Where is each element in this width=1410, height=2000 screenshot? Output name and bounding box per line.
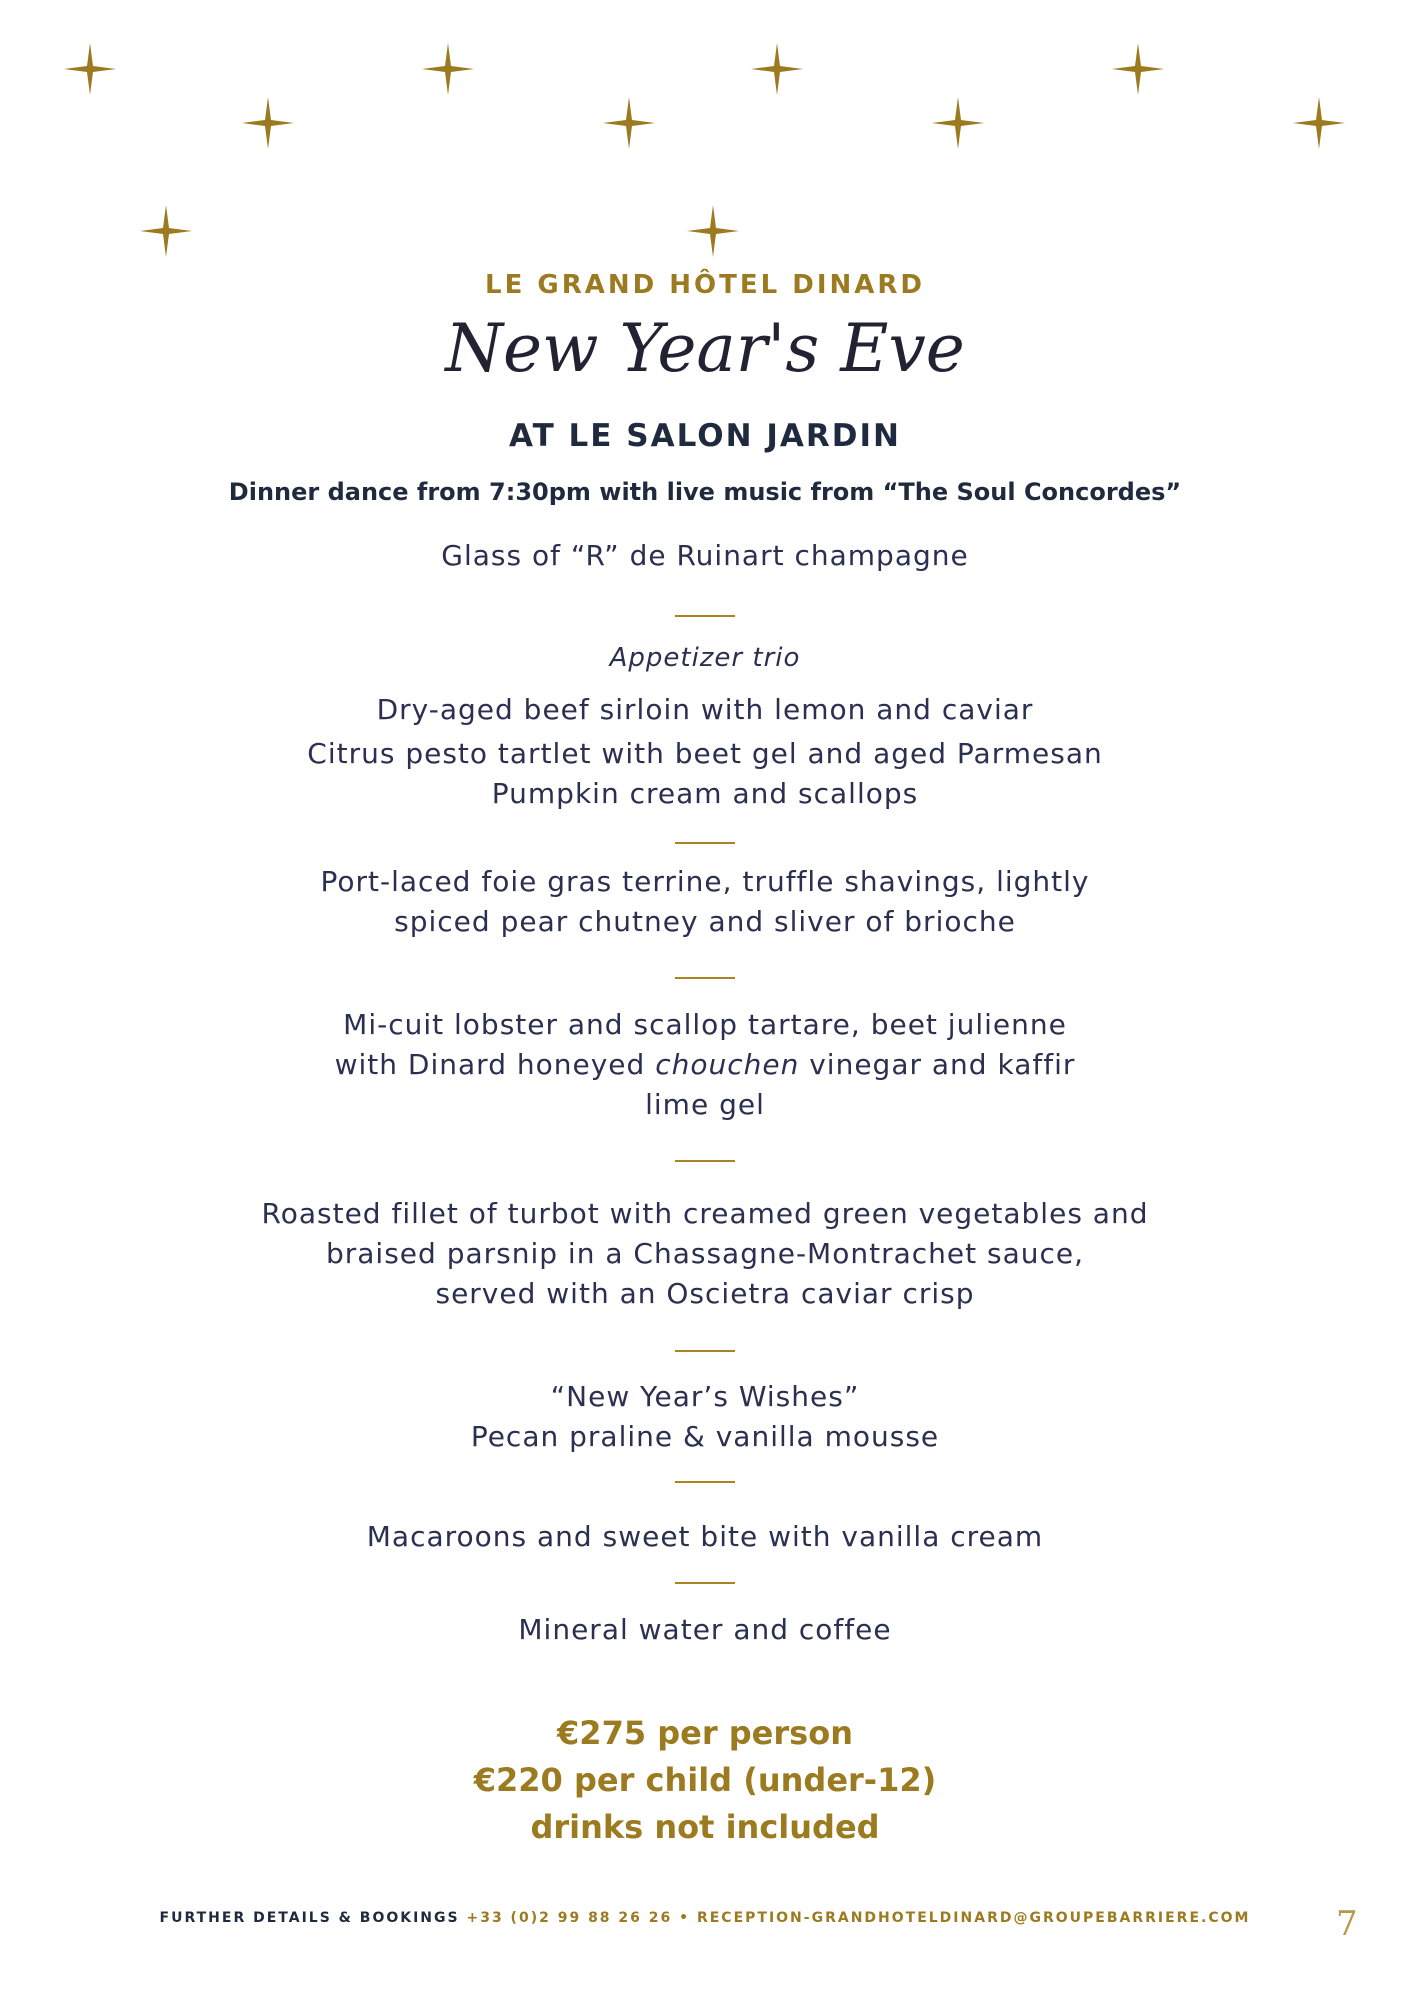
star-icon <box>749 41 805 97</box>
dessert-name: “New Year’s Wishes” <box>550 1380 860 1413</box>
section-divider <box>675 1350 735 1352</box>
section-divider <box>675 842 735 844</box>
menu-course-line: Roasted fillet of turbot with creamed green vegetables and <box>261 1197 1149 1230</box>
menu-course-line: Port-laced foie gras terrine, truffle shavings, lightly <box>320 865 1090 898</box>
dessert-description: Pecan praline & vanilla mousse <box>470 1420 940 1453</box>
section-divider <box>675 615 735 617</box>
section-divider <box>675 1160 735 1162</box>
star-icon <box>62 41 118 97</box>
menu-course-line: spiced pear chutney and sliver of brioche <box>394 905 1016 938</box>
appetizer-item: Citrus pesto tartlet with beet gel and aged Parmesan <box>307 737 1103 770</box>
child-price: €220 per child (under-12) <box>473 1761 937 1799</box>
appetizer-item: Pumpkin cream and scallops <box>491 777 919 810</box>
aperitif-item: Glass of “R” de Ruinart champagne <box>441 539 969 572</box>
menu-text: with Dinard honeyed <box>334 1048 656 1081</box>
menu-course-line: braised parsnip in a Chassagne-Montrachet sauce, <box>325 1237 1084 1270</box>
footer-contact <box>0 1910 1410 1926</box>
section-divider <box>675 977 735 979</box>
page-number: 7 <box>1336 1904 1358 1944</box>
star-icon <box>1110 41 1166 97</box>
menu-text-italic: chouchen <box>655 1048 800 1081</box>
menu-course-line: lime gel <box>645 1088 765 1121</box>
drinks-item: Mineral water and coffee <box>518 1613 892 1646</box>
hotel-name: LE GRAND HÔTEL DINARD <box>485 270 925 300</box>
star-icon <box>1291 95 1347 151</box>
event-subtitle: Dinner dance from 7:30pm with live music from “The Soul Concordes” <box>228 478 1182 506</box>
star-icon <box>930 95 986 151</box>
price-note: drinks not included <box>530 1808 880 1846</box>
star-icon <box>138 203 194 259</box>
menu-course-line <box>0 1048 1410 1081</box>
star-icon <box>685 203 741 259</box>
page-title: New Year's Eve <box>445 310 965 387</box>
menu-text: vinegar and kaffir <box>799 1048 1076 1081</box>
section-divider <box>675 1481 735 1483</box>
section-divider <box>675 1582 735 1584</box>
appetizer-heading: Appetizer trio <box>609 643 801 673</box>
menu-course-line: served with an Oscietra caviar crisp <box>435 1277 975 1310</box>
mignardises-item: Macaroons and sweet bite with vanilla cream <box>366 1520 1044 1553</box>
star-icon <box>601 95 657 151</box>
appetizer-item: Dry-aged beef sirloin with lemon and caviar <box>376 693 1034 726</box>
venue-heading: AT LE SALON JARDIN <box>509 418 901 454</box>
footer-contact-details: +33 (0)2 99 88 26 26 • RECEPTION-GRANDHOTELDINARD@GROUPEBARRIERE.COM <box>466 1910 1251 1926</box>
star-icon <box>240 95 296 151</box>
adult-price: €275 per person <box>557 1714 853 1752</box>
star-icon <box>420 41 476 97</box>
menu-course-line: Mi-cuit lobster and scallop tartare, beet julienne <box>343 1008 1067 1041</box>
footer-label: FURTHER DETAILS & BOOKINGS <box>159 1910 467 1926</box>
